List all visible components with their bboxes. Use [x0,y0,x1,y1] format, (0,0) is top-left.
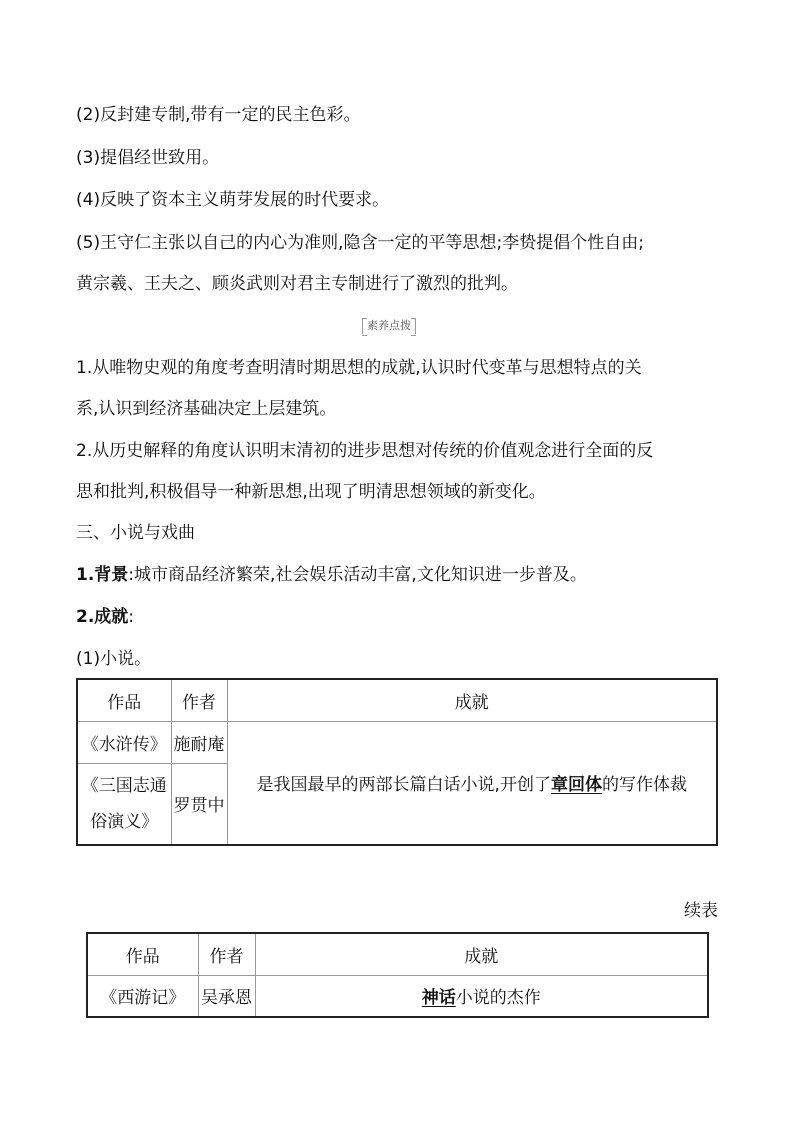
achievement-text: 是我国最早的两部长篇白话小说,开创了 [256,775,551,796]
header-work: 作品 [77,679,171,721]
point-3: (3)提倡经世致用。 [76,148,220,168]
novel-table-continued [86,932,709,1018]
table-header-row [87,933,708,975]
table-row [87,975,708,1017]
background-label: 1.背景 [76,565,129,585]
work-cell: 《西游记》 [87,975,198,1017]
table-row [77,721,717,763]
author-cell: 罗贯中 [171,763,227,845]
point-4: (4)反映了资本主义萌芽发展的时代要求。 [76,190,390,210]
achievement-text: 小说的杰作 [455,988,541,1009]
header-achievement: 成就 [255,933,708,975]
continued-label: 续表 [684,901,718,921]
section-title: 三、小说与戏曲 [76,523,195,543]
literacy-2: 2.从历史解释的角度认识明末清初的进步思想对传统的价值观念进行全面的反 [76,441,654,461]
literacy-1-cont: 系,认识到经济基础决定上层建筑。 [76,399,337,419]
literacy-1: 1.从唯物史观的角度考查明清时期思想的成就,认识时代变革与思想特点的关 [76,358,642,378]
author-cell: 施耐庵 [171,721,227,763]
novel-heading: (1)小说。 [76,649,152,669]
point-2: (2)反封建专制,带有一定的民主色彩。 [76,105,361,125]
literacy-badge: 素养点拨 [362,318,416,334]
work-cell [77,763,171,845]
novel-table [76,678,718,846]
achievement-line [76,605,134,629]
achievement-keyword: 章回体 [550,775,602,796]
author-cell: 吴承恩 [198,975,255,1017]
header-work: 作品 [87,933,198,975]
achievement-keyword: 神话 [421,988,456,1009]
header-author: 作者 [171,679,227,721]
achievement-colon: : [128,607,135,627]
literacy-2-cont: 思和批判,积极倡导一种新思想,出现了明清思想领域的新变化。 [76,482,546,502]
header-achievement: 成就 [227,679,717,721]
background-line [76,563,587,587]
work-line-2: 俗演义》 [90,811,159,832]
work-cell: 《水浒传》 [77,721,171,763]
header-author: 作者 [198,933,255,975]
point-5: (5)王守仁主张以自己的内心为准则,隐含一定的平等思想;李贽提倡个性自由; [76,233,644,253]
achievement-label: 2.成就 [76,607,129,627]
work-line-1: 《三国志通 [81,775,167,796]
table-header-row [77,679,717,721]
point-5-cont: 黄宗羲、王夫之、顾炎武则对君主专制进行了激烈的批判。 [76,274,518,294]
achievement-text-end: 的写作体裁 [601,775,687,796]
achievement-cell [255,975,708,1017]
background-text: :城市商品经济繁荣,社会娱乐活动丰富,文化知识进一步普及。 [128,565,587,585]
achievement-cell [227,721,717,845]
